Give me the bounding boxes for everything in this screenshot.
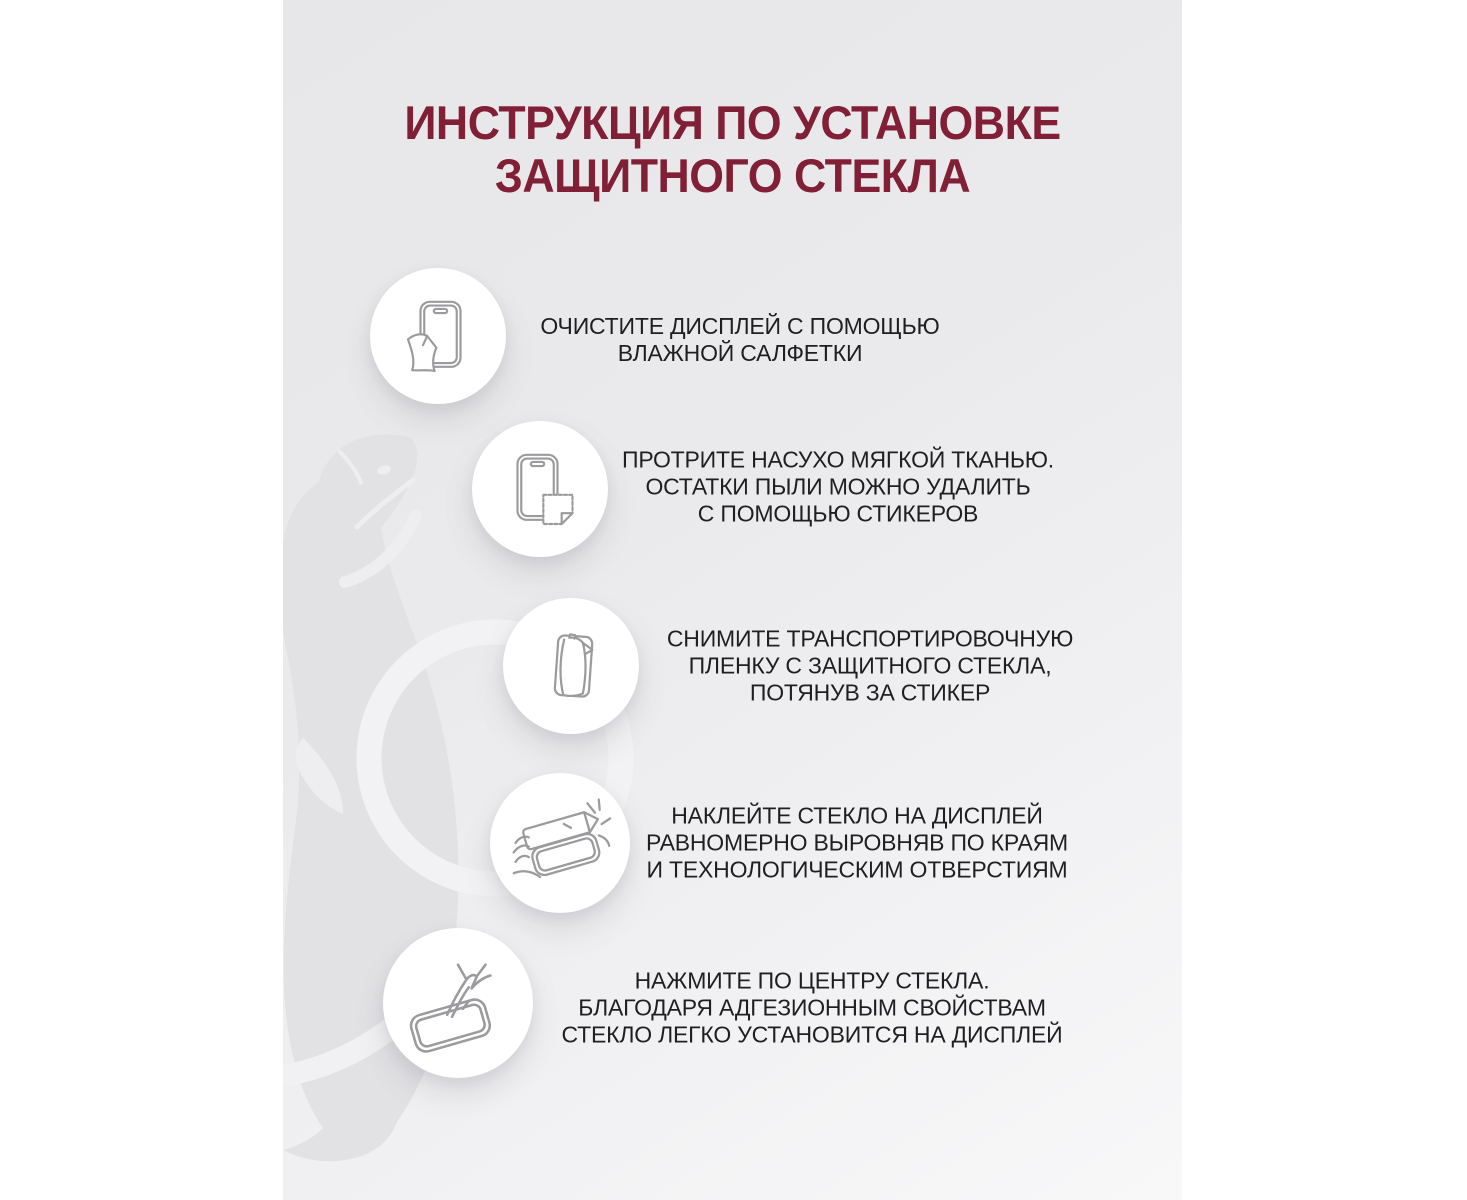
step-3-line: ПЛЕНКУ С ЗАЩИТНОГО СТЕКЛА,	[688, 652, 1052, 679]
step-3-text	[610, 626, 1130, 707]
poster-title-line1: ИНСТРУКЦИЯ ПО УСТАНОВКЕ	[404, 96, 1061, 149]
step-2-line: ПРОТРИТЕ НАСУХО МЯГКОЙ ТКАНЬЮ.	[621, 446, 1054, 473]
film-peel-icon	[530, 625, 612, 707]
step-5-icon-circle	[383, 928, 533, 1078]
press-center-icon	[404, 951, 512, 1055]
dolphin-mouth	[357, 480, 413, 527]
step-2-line: С ПОМОЩЬЮ СТИКЕРОВ	[697, 500, 979, 527]
poster-title-line2: ЗАЩИТНОГО СТЕКЛА	[494, 149, 971, 202]
step-4-text	[597, 803, 1117, 884]
dolphin-pectoral-fin	[296, 738, 343, 814]
poster-title	[305, 96, 1159, 202]
step-1-line: ВЛАЖНОЙ САЛФЕТКИ	[617, 340, 863, 366]
step-3-line: СНИМИТЕ ТРАНСПОРТИРОВОЧНУЮ	[666, 625, 1074, 652]
step-5-line: НАЖМИТЕ ПО ЦЕНТРУ СТЕКЛА.	[634, 967, 990, 994]
step-5-line: БЛАГОДАРЯ АДГЕЗИОННЫМ СВОЙСТВАМ	[578, 994, 1046, 1021]
phone-wipe-icon	[398, 296, 478, 376]
dolphin-fin-gap	[340, 452, 361, 483]
step-5-line: СТЕКЛО ЛЕГКО УСТАНОВИТСЯ НА ДИСПЛЕЙ	[561, 1021, 1063, 1048]
step-5-text	[552, 968, 1072, 1049]
phone-sticker-icon	[500, 449, 580, 529]
step-2-text	[578, 447, 1098, 528]
dolphin-gill-curve	[345, 516, 416, 582]
step-2-line: ОСТАТКИ ПЫЛИ МОЖНО УДАЛИТЬ	[645, 473, 1031, 500]
step-1-line: ОЧИСТИТЕ ДИСПЛЕЙ С ПОМОЩЬЮ	[540, 313, 940, 339]
step-4-line: НАКЛЕЙТЕ СТЕКЛО НА ДИСПЛЕЙ	[671, 802, 1043, 829]
poster-content	[283, 0, 1182, 1200]
step-3-line: ПОТЯНУВ ЗА СТИКЕР	[749, 679, 991, 706]
dolphin-eye	[376, 464, 392, 477]
step-4-line: И ТЕХНОЛОГИЧЕСКИМ ОТВЕРСТИЯМ	[646, 856, 1068, 883]
step-1-text	[480, 313, 1000, 367]
step-4-line: РАВНОМЕРНО ВЫРОВНЯВ ПО КРАЯМ	[646, 829, 1068, 856]
